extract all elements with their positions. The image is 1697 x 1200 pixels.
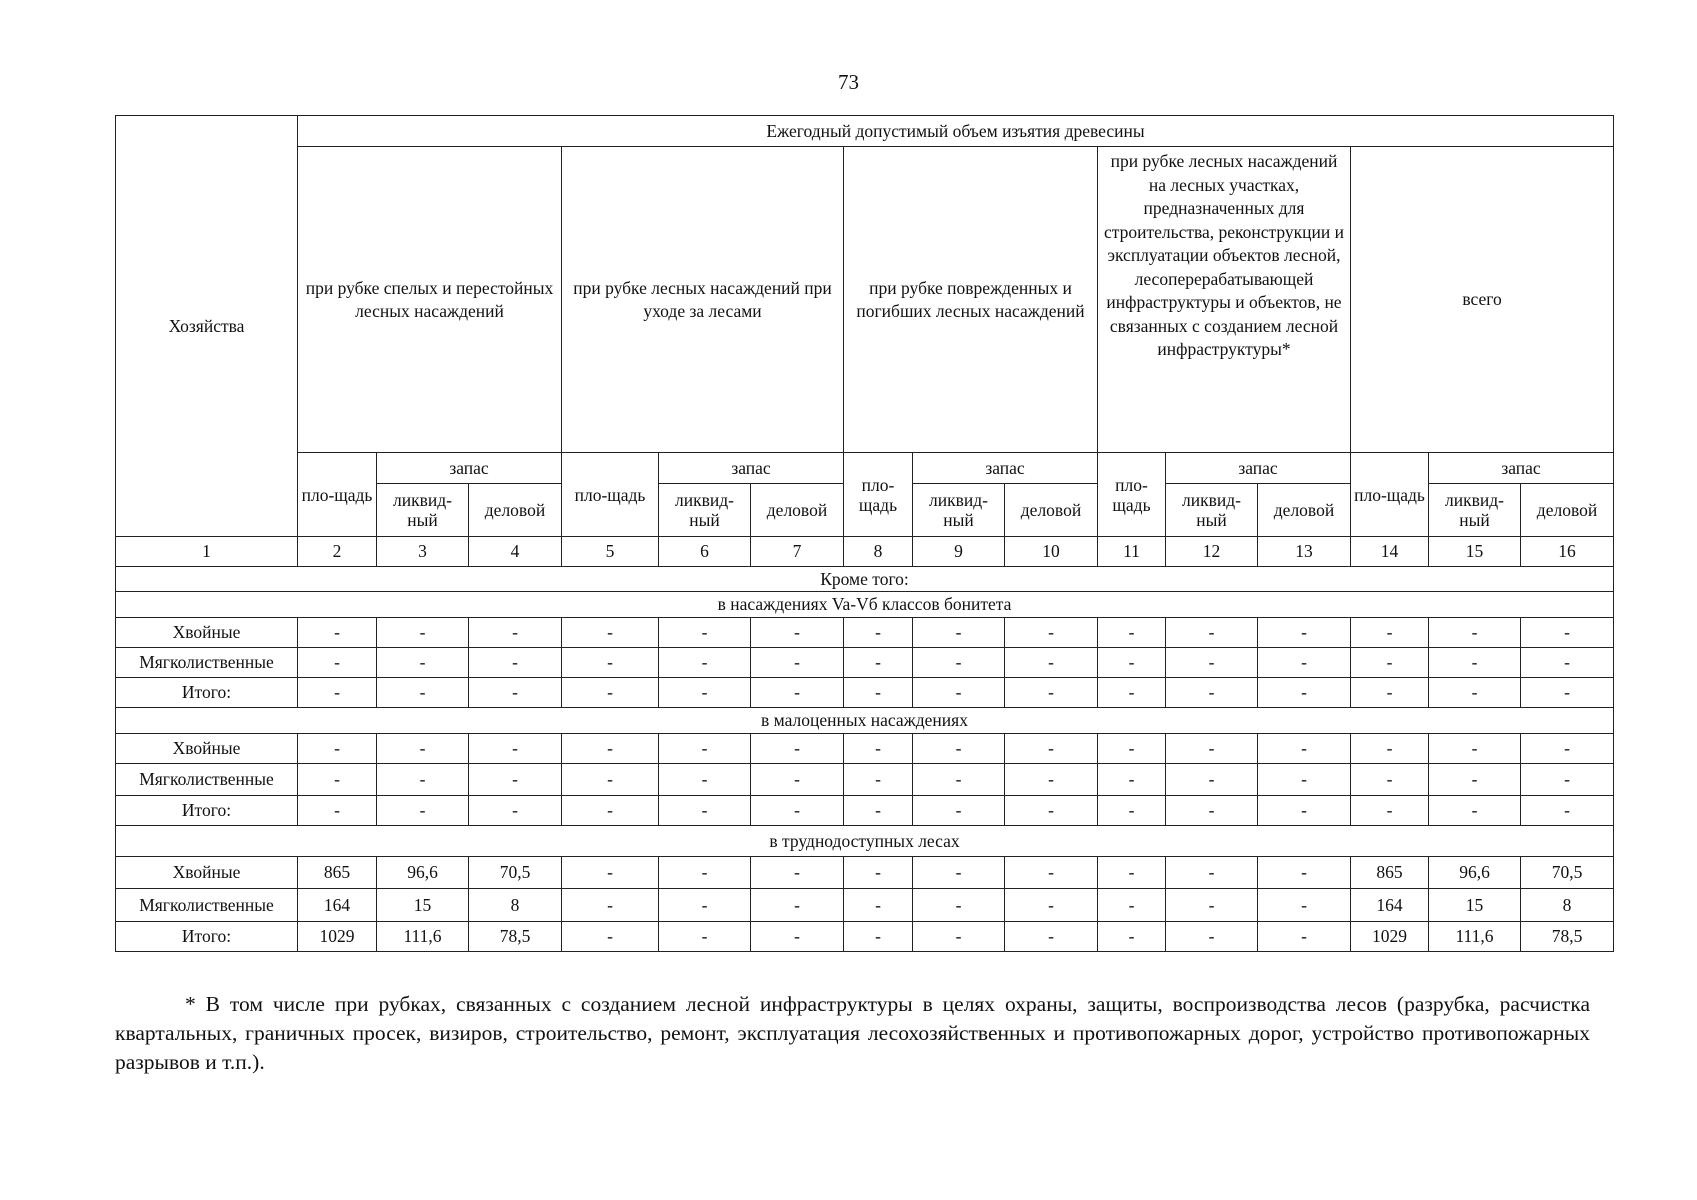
header-group-total: всего <box>1351 147 1614 453</box>
table-cell: 1029 <box>298 922 377 952</box>
table-cell: 15 <box>377 889 469 922</box>
header-commercial: деловой <box>1521 484 1614 537</box>
table-cell: - <box>1166 764 1258 796</box>
table-cell: - <box>1098 618 1166 648</box>
table-cell: - <box>913 857 1005 889</box>
table-cell: - <box>1521 648 1614 678</box>
table-cell: - <box>298 678 377 708</box>
besides-row: Кроме того: <box>116 567 1614 592</box>
header-liquid: ликвид-ный <box>1429 484 1521 537</box>
table-cell: - <box>1521 764 1614 796</box>
table-cell: - <box>659 889 751 922</box>
table-cell: - <box>1098 796 1166 826</box>
table-cell: - <box>913 796 1005 826</box>
table-cell: - <box>1258 678 1351 708</box>
table-cell: 164 <box>1351 889 1429 922</box>
table-cell: - <box>1005 734 1098 764</box>
column-number: 3 <box>377 537 469 567</box>
table-cell: - <box>1351 764 1429 796</box>
section-title: в насаждениях Va-Vб классов бонитета <box>116 592 1614 618</box>
table-cell: - <box>1098 889 1166 922</box>
header-main-title: Ежегодный допустимый объем изъятия древесины <box>298 116 1614 147</box>
table-cell: 15 <box>1429 889 1521 922</box>
column-number: 9 <box>913 537 1005 567</box>
table-cell: - <box>377 648 469 678</box>
table-cell: - <box>1166 678 1258 708</box>
table-cell: - <box>1005 764 1098 796</box>
column-number: 6 <box>659 537 751 567</box>
table-cell: - <box>1351 796 1429 826</box>
table-cell: - <box>377 618 469 648</box>
table-cell: - <box>1521 796 1614 826</box>
table-cell: - <box>913 734 1005 764</box>
table-cell: 111,6 <box>377 922 469 952</box>
table-cell: - <box>1005 678 1098 708</box>
table-cell: - <box>1351 678 1429 708</box>
table-row <box>116 678 1614 708</box>
row-label: Мягколиственные <box>116 764 298 796</box>
table-cell: 865 <box>298 857 377 889</box>
table-cell: - <box>1429 678 1521 708</box>
header-commercial: деловой <box>469 484 562 537</box>
table-cell: - <box>913 678 1005 708</box>
table-row <box>116 618 1614 648</box>
column-number: 4 <box>469 537 562 567</box>
table-cell: - <box>1098 678 1166 708</box>
column-number: 7 <box>751 537 844 567</box>
header-area: пло-щадь <box>844 453 913 537</box>
table-cell: - <box>377 678 469 708</box>
table-row <box>116 857 1614 889</box>
table-cell: - <box>1429 648 1521 678</box>
table-cell: - <box>1166 922 1258 952</box>
table-cell: - <box>1521 678 1614 708</box>
table-cell: - <box>562 734 659 764</box>
table-cell: - <box>844 734 913 764</box>
table-cell: - <box>1429 618 1521 648</box>
table-cell: - <box>751 764 844 796</box>
column-number: 2 <box>298 537 377 567</box>
table-cell: - <box>1258 734 1351 764</box>
header-liquid: ликвид-ный <box>913 484 1005 537</box>
table-cell: - <box>1005 889 1098 922</box>
header-area: пло-щадь <box>562 453 659 537</box>
header-liquid: ликвид-ный <box>659 484 751 537</box>
table-cell: - <box>1351 618 1429 648</box>
row-label: Итого: <box>116 922 298 952</box>
table-cell: - <box>562 889 659 922</box>
table-cell: - <box>844 922 913 952</box>
header-group-mature: при рубке спелых и перестойных лесных насаждений <box>298 147 562 453</box>
table-cell: - <box>1005 857 1098 889</box>
table-cell: - <box>377 796 469 826</box>
table-cell: - <box>751 734 844 764</box>
table-row <box>116 889 1614 922</box>
table-row <box>116 648 1614 678</box>
table-cell: - <box>1098 648 1166 678</box>
header-stock: запас <box>913 453 1098 484</box>
table-cell: - <box>659 618 751 648</box>
column-number: 11 <box>1098 537 1166 567</box>
table-cell: 96,6 <box>377 857 469 889</box>
table-cell: - <box>562 618 659 648</box>
header-stock: запас <box>659 453 844 484</box>
table-cell: - <box>298 734 377 764</box>
column-number-row <box>116 537 1614 567</box>
table-cell: - <box>844 764 913 796</box>
table-cell: - <box>659 922 751 952</box>
table-cell: - <box>913 648 1005 678</box>
header-area: пло-щадь <box>1351 453 1429 537</box>
table-cell: - <box>1098 764 1166 796</box>
row-label: Хвойные <box>116 734 298 764</box>
table-cell: - <box>844 648 913 678</box>
column-number: 14 <box>1351 537 1429 567</box>
table-cell: - <box>1166 889 1258 922</box>
table-cell: - <box>1166 796 1258 826</box>
header-area: пло-щадь <box>1098 453 1166 537</box>
header-farms: Хозяйства <box>116 116 298 537</box>
table-cell: - <box>1005 796 1098 826</box>
table-cell: - <box>1351 648 1429 678</box>
header-group-construction: при рубке лесных насаждений на лесных участках, предназначенных для строительства, реконструкции и эксплуатации объектов лесной, лесоперерабатывающей инфраструктуры и объектов, не связанных с созданием лесной инфраструктуры* <box>1098 147 1351 453</box>
header-commercial: деловой <box>1005 484 1098 537</box>
table-cell: 8 <box>1521 889 1614 922</box>
row-label: Мягколиственные <box>116 889 298 922</box>
table-cell: - <box>562 922 659 952</box>
table-cell: - <box>562 678 659 708</box>
column-number: 5 <box>562 537 659 567</box>
table-cell: - <box>844 857 913 889</box>
table-cell: - <box>1258 796 1351 826</box>
table-cell: - <box>1258 857 1351 889</box>
section-title: в малоценных насаждениях <box>116 708 1614 734</box>
header-stock: запас <box>1429 453 1614 484</box>
table-row <box>116 922 1614 952</box>
section-title: в труднодоступных лесах <box>116 826 1614 857</box>
table-cell: - <box>751 889 844 922</box>
row-label: Итого: <box>116 678 298 708</box>
table-cell: - <box>298 648 377 678</box>
column-number: 12 <box>1166 537 1258 567</box>
table-cell: 1029 <box>1351 922 1429 952</box>
table-cell: - <box>1005 618 1098 648</box>
table-cell: 70,5 <box>1521 857 1614 889</box>
header-stock: запас <box>1166 453 1351 484</box>
table-cell: - <box>751 796 844 826</box>
table-cell: - <box>751 678 844 708</box>
table-cell: - <box>913 889 1005 922</box>
table-cell: - <box>1258 648 1351 678</box>
table-cell: - <box>1166 618 1258 648</box>
page-number: 73 <box>838 70 859 94</box>
table-cell: - <box>1005 922 1098 952</box>
table-cell: - <box>298 764 377 796</box>
row-label: Итого: <box>116 796 298 826</box>
table-cell: - <box>469 796 562 826</box>
table-cell: 96,6 <box>1429 857 1521 889</box>
table-cell: - <box>659 857 751 889</box>
table-cell: - <box>1521 734 1614 764</box>
table-cell: 865 <box>1351 857 1429 889</box>
table-cell: - <box>377 764 469 796</box>
table-cell: - <box>1098 857 1166 889</box>
table-cell: - <box>298 618 377 648</box>
table-cell: - <box>469 618 562 648</box>
table-cell: - <box>844 796 913 826</box>
table-cell: - <box>469 734 562 764</box>
table-cell: - <box>562 764 659 796</box>
column-number: 8 <box>844 537 913 567</box>
table-cell: - <box>1166 857 1258 889</box>
table-cell: - <box>844 889 913 922</box>
table-cell: - <box>1429 764 1521 796</box>
header-liquid: ликвид-ный <box>377 484 469 537</box>
header-group-thinning: при рубке лесных насаждений при уходе за лесами <box>562 147 844 453</box>
column-number: 15 <box>1429 537 1521 567</box>
table-cell: - <box>469 678 562 708</box>
table-cell: - <box>1166 648 1258 678</box>
table-cell: 8 <box>469 889 562 922</box>
table-cell: 78,5 <box>1521 922 1614 952</box>
table-cell: - <box>562 857 659 889</box>
table-cell: - <box>1098 734 1166 764</box>
table-cell: - <box>1429 734 1521 764</box>
table-cell: - <box>1005 648 1098 678</box>
table-cell: - <box>659 764 751 796</box>
header-liquid: ликвид-ный <box>1166 484 1258 537</box>
table-cell: - <box>298 796 377 826</box>
table-row <box>116 734 1614 764</box>
table-cell: - <box>562 648 659 678</box>
table-cell: - <box>1521 618 1614 648</box>
table-cell: - <box>1098 922 1166 952</box>
column-number: 10 <box>1005 537 1098 567</box>
table-cell: - <box>377 734 469 764</box>
table-cell: - <box>844 678 913 708</box>
table-cell: - <box>659 678 751 708</box>
table-cell: - <box>1166 734 1258 764</box>
table-cell: 70,5 <box>469 857 562 889</box>
footnote: * В том числе при рубках, связанных с созданием лесной инфраструктуры в целях охраны, защиты, воспроизводства лесов (разрубка, расчистка квартальных, граничных просек, визиров, строительство, ремонт, эксплуатация лесохозяйственных и противопожарных дорог, устройство противопожарных разрывов и т.п.). <box>115 992 1590 1074</box>
table-cell: - <box>751 618 844 648</box>
table-cell: - <box>659 796 751 826</box>
header-area: пло-щадь <box>298 453 377 537</box>
header-group-damaged: при рубке поврежденных и погибших лесных насаждений <box>844 147 1098 453</box>
row-label: Хвойные <box>116 618 298 648</box>
harvest-volume-table <box>115 115 1614 952</box>
table-cell: - <box>659 648 751 678</box>
table-cell: - <box>913 922 1005 952</box>
header-commercial: деловой <box>1258 484 1351 537</box>
table-cell: - <box>562 796 659 826</box>
table-cell: - <box>751 857 844 889</box>
table-cell: 164 <box>298 889 377 922</box>
table-cell: 111,6 <box>1429 922 1521 952</box>
row-label: Хвойные <box>116 857 298 889</box>
table-cell: - <box>469 648 562 678</box>
table-cell: - <box>751 648 844 678</box>
header-commercial: деловой <box>751 484 844 537</box>
table-cell: - <box>913 618 1005 648</box>
table-cell: - <box>1429 796 1521 826</box>
table-row <box>116 796 1614 826</box>
header-stock: запас <box>377 453 562 484</box>
table-cell: - <box>1351 734 1429 764</box>
table-row <box>116 764 1614 796</box>
table-cell: - <box>1258 618 1351 648</box>
row-label: Мягколиственные <box>116 648 298 678</box>
table-cell: - <box>751 922 844 952</box>
table-cell: - <box>469 764 562 796</box>
column-number: 16 <box>1521 537 1614 567</box>
column-number: 13 <box>1258 537 1351 567</box>
table-cell: - <box>1258 922 1351 952</box>
table-cell: 78,5 <box>469 922 562 952</box>
column-number: 1 <box>116 537 298 567</box>
table-cell: - <box>913 764 1005 796</box>
table-cell: - <box>1258 889 1351 922</box>
table-cell: - <box>844 618 913 648</box>
table-cell: - <box>659 734 751 764</box>
table-cell: - <box>1258 764 1351 796</box>
